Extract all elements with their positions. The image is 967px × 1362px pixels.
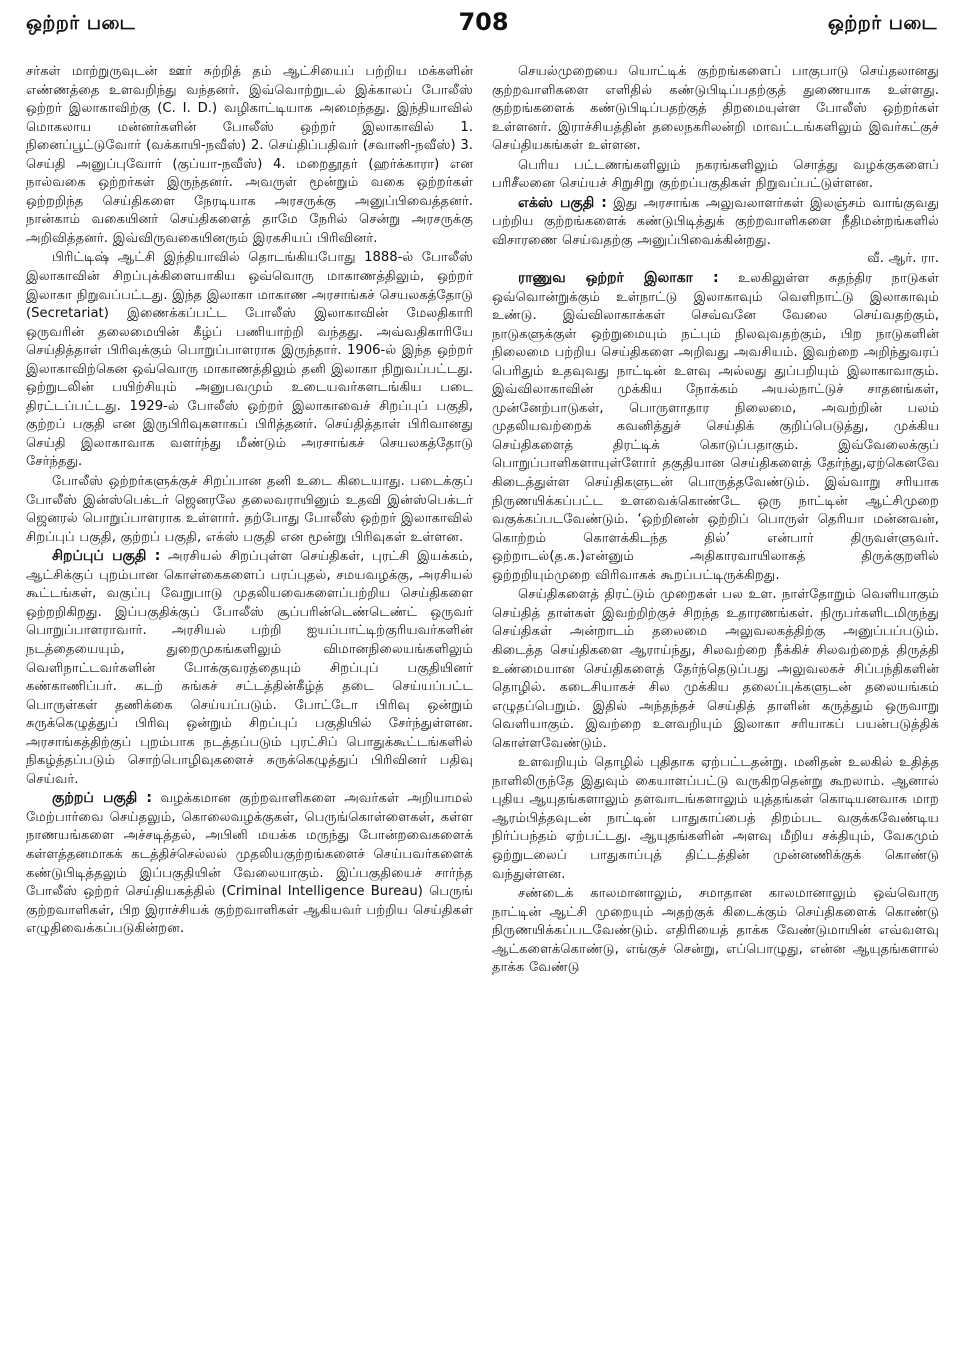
paragraph: [26, 789, 473, 938]
paragraph: [492, 585, 939, 753]
signature-text: வீ. ஆர். ரா.: [867, 251, 939, 267]
paragraph-text: இது அரசாங்க அலுவலாளர்கள் இலஞ்சம் வாங்குவது பற்றிய குற்றங்களைக் கண்டுபிடித்துக் குற்றவாளிகளை நீதிமன்றங்களில் விசாரணை செய்வதற்கு அனுப்பிவைக்கின்றது.: [492, 195, 939, 248]
paragraph: [26, 472, 473, 547]
section-heading: குற்றப் பகுதி :: [52, 790, 152, 807]
paragraph: [26, 248, 473, 472]
paragraph-text: அரசியல் சிறப்புள்ள செய்திகள், புரட்சி இயக்கம், ஆட்சிக்குப் புறம்பான கொள்கைகளைப் பரப்புதல், சமயவழக்கு, அரசியல் கூட்டங்கள், வகுப்பு வேறுபாடு முதலியவைகளைப்பற்றிய செய்திகளை ஒற்றறிகிறது. இப்பகுதிக்குப் போலீஸ் சூப்பரின்டெண்டெண்ட் ஒருவர் பொறுப்பாளராவார். அரசியல் பற்றி ஐயப்பாட்டிற்குரியவர்களின் நடத்தையையும், துறைமுகங்களிலும் விமானநிலையங்களிலும் வெளிநாட்டவர்களின் போக்குவரத்தையும் சிறப்புப் பகுதியினர் கண்காணிப்பர். கடற் சுங்கச் சட்டத்தின்கீழ்த் தடை செய்யப்பட்ட பொருள்கள் தணிக்கை செய்யப்படும். போட்டோ பிரிவு ஒன்றும் சுருக்கெழுத்துப் பிரிவு ஒன்றும் சிறப்புப் பகுதியில் சேர்ந்துள்ளன. அரசாங்கத்திற்குப் புறம்பாக நடத்தப்படும் புரட்சிப் பொதுக்கூட்டங்களில் நிகழ்த்தப்படும் சொற்பொழிவுகளைச் சுருக்கெழுத்துப் பிரிவினர் பதிவு செய்வர்.: [26, 549, 473, 787]
paragraph-text: சர்கள் மாற்றுருவுடன் ஊர் சுற்றித் தம் ஆட்சியைப் பற்றிய மக்களின் எண்ணத்தை உளவறிந்து வந்தனர். இவ்வொற்றுடல் இக்காலப் போலீஸ் ஒற்றர் இலாகாவிற்கு (C. I. D.) வழிகாட்டியாக அமைந்தது. இந்தியாவில் மொகலாய மன்னர்களின் போலீஸ் ஒற்றர் இலாகாவில் 1. நினைப்பூட்டுவோர் (வக்காயி-நவீஸ்) 2. செய்திப்பதிவர் (சவானி-நவீஸ்) 3. செய்தி அனுப்புவோர் (குப்யா-நவீஸ்) 4. மறைதூதர் (ஹர்க்காரா) என நால்வகை ஒற்றர்கள் இருந்தனர். அவருள் மூன்றும் வகை ஒற்றர்கள் ஒற்றறிந்த செய்திகளை நேரடியாக அரசருக்கு அனுப்பிவைத்தனர். நான்காம் வகையினர் செய்திகளைத் தாமே நேரில் சென்று அரசருக்கு அறிவித்தனர். இவ்விருவகையினரும் இரகசியப் பிரிவினர்.: [26, 64, 473, 246]
paragraph-text: செயல்முறையை யொட்டிக் குற்றங்களைப் பாகுபாடு செய்தலானது குற்றவாளிகளை எளிதில் கண்டுபிடிப்பதற்குத் துணையாக உள்ளது. குற்றங்களைக் கண்டுபிடிப்பதற்குத் திறமையுள்ள போலீஸ் ஒற்றர்கள் உள்ளனர். இராச்சியத்தின் தலைநகரிலன்றி மாவட்டங்களிலும் இவர்கட்குச் செய்தியகங்கள் உள்ளன.: [492, 64, 939, 154]
right-column: [492, 62, 939, 1352]
paragraph-text: சண்டைக் காலமானாலும், சமாதான காலமானாலும் ஒவ்வொரு நாட்டின் ஆட்சி முறையும் அதற்குக் கிடைக்கும் செய்திகளைக் கொண்டு நிருணயிக்கப்படவேண்டும். எதிரியைத் தாக்க வேண்டுமாயின் எவ்வளவு ஆட்களைக்கொண்டு, எங்குச் சென்று, எப்பொழுது, என்ன ஆயுதங்களால் தாக்க வேண்டு: [492, 886, 939, 976]
paragraph: [26, 547, 473, 789]
section-heading: ராணுவ ஒற்றர் இலாகா :: [518, 270, 719, 287]
paragraph-text: பெரிய பட்டணங்களிலும் நகரங்களிலும் சொத்து வழக்குகளைப் பரிசீலனை செய்யச் சிறுசிறு குற்றப்பகுதிகள் நிறுவப்பட்டுள்ளன.: [492, 157, 939, 192]
paragraph-text: பிரிட்டிஷ் ஆட்சி இந்தியாவில் தொடங்கியபோது 1888-ல் போலீஸ் இலாகாவின் சிறப்புக்கிளையாகிய ஒவ்வொரு மாகாணத்திலும், ஒற்றர் இலாகா நிறுவப்பட்டது. இந்த இலாகா மாகாண அரசாங்கச் செயலகத்தோடு (Secretariat) இணைக்கப்பட்ட போலீஸ் இலாகாவின் மேலதிகாரி ஒருவரின் தலைமையின் கீழ்ப் பணியாற்றி வந்தது. அவ்வதிகாரியே செய்தித்தாள் பிரிவுக்கும் பொறுப்பாளராக இருந்தார். 1906-ல் இந்த ஒற்றர் இலாகாவிற்கென ஒவ்வொரு மாகாணத்திலும் தனி இலாகா நிறுவப்பட்டது. ஒற்றுடலின் பயிற்சியும் அனுபவமும் உடையவர்களடங்கிய படை திரட்டப்பட்டது. 1929-ல் போலீஸ் ஒற்றர் இலாகாவைச் சிறப்புப் பகுதி, குற்றப் பகுதி என இருபிரிவுகளாகப் பிரித்தனர். செய்தித்தாள் பிரிவானது செய்தி இலாகாவாக வளர்ந்து மீண்டும் அரசாங்கச் செயலகத்தோடு சேர்ந்தது.: [26, 250, 473, 470]
paragraph: [26, 62, 473, 248]
page-number: 708: [458, 8, 509, 36]
paragraph: [492, 156, 939, 194]
paragraph: [492, 269, 939, 585]
author-signature: [492, 250, 939, 269]
section-heading: எக்ஸ் பகுதி :: [518, 194, 607, 211]
left-column: [26, 62, 473, 1352]
paragraph: [492, 884, 939, 978]
section-heading: சிறப்புப் பகுதி :: [52, 548, 161, 565]
paragraph-text: போலீஸ் ஒற்றர்களுக்குச் சிறப்பான தனி உடை கிடையாது. படைக்குப் போலீஸ் இன்ஸ்பெக்டர் ஜெனரலே தலைவராயினும் உதவி இன்ஸ்பெக்டர் ஜெனரல் பொறுப்பாளராக உள்ளார். தற்போது போலீஸ் ஒற்றர் இலாகாவில் சிறப்புப் பகுதி, குற்றப் பகுதி, எக்ஸ் பகுதி என மூன்று பிரிவுகள் உள்ளன.: [26, 474, 473, 545]
running-head-left: ஒற்றர் படை: [26, 12, 136, 34]
paragraph-text: உளவறியும் தொழில் புதிதாக ஏற்பட்டதன்று. மனிதன் உலகில் உதித்த நாளிலிருந்தே இதுவும் கையாளப்பட்டு வருகிறதென்று கூறலாம். ஆனால் புதிய ஆயுதங்களாலும் தளவாடங்களாலும் யுத்தங்கள் கொடியனவாக மாற ஆரம்பித்தவுடன் நாட்டின் பாதுகாப்பைத் திறம்பட வகுக்கவேண்டிய நிர்ப்பந்தம் ஏற்பட்டது. ஆயுதங்களின் அளவு மீறிய சக்தியும், வேகமும் ஒற்றுடலைப் பாதுகாப்புத் திட்டத்தின் முன்னணிக்குக் கொண்டு வந்துள்ளன.: [492, 755, 939, 882]
page-header: [0, 0, 967, 48]
paragraph-text: செய்திகளைத் திரட்டும் முறைகள் பல உள. நாள்தோறும் வெளியாகும் செய்தித் தாள்கள் இவற்றிற்குச் சிறந்த உதாரணங்கள். நிருபர்களிடமிருந்து செய்திகள் அன்றாடம் தலைமை அலுவலகத்திற்கு அனுப்பப்படும். கிடைத்த செய்திகளை ஆராய்ந்து, சிலவற்றை நீக்கிச் சிலவற்றைத் திருத்தி உண்மையான செய்திகளைத் தேர்ந்தெடுப்பது அலுவலகச் சிப்பந்திகளின் தொழில். கடைசியாகச் சில முக்கிய தலைப்புக்களுடன் தலையங்கம் எழுதப்பெறும். இதில் அந்தந்தச் செய்தித் தாளின் கருத்தும் ஒருவாறு வெளியாகும். இவற்றை உளவறியும் இலாகா சரியாகப் பயன்படுத்திக் கொள்ளவேண்டும்.: [492, 587, 939, 751]
paragraph-text: வழக்கமான குற்றவாளிகளை அவர்கள் அறியாமல் மேற்பார்வை செய்தலும், கொலைவழக்குகள், பெருங்கொள்ளைகள், கள்ள நாணயங்களை அச்சடித்தல், அபினி மயக்க மருந்து போன்றவைகளைக் கள்ளத்தனமாகக் கடத்திச்செல்லல் முதலியகுற்றங்களைச் செய்பவர்களைக் கண்டுபிடித்தலும் இப்பகுதியின் வேலையாகும். இப்பகுதியைச் சார்ந்த போலீஸ் ஒற்றர் செய்தியகத்தில் (Criminal Intelligence Bureau) பெருங் குற்றவாளிகள், பிற இராச்சியக் குற்றவாளிகள் ஆகியவர் பற்றிய செய்திகள் எழுதிவைக்கப்படுகின்றன.: [26, 791, 473, 937]
paragraph-text: உலகிலுள்ள சுதந்திர நாடுகள் ஒவ்வொன்றுக்கும் உள்நாட்டு இலாகாவும் வெளிநாட்டு இலாகாவும் உண்டு. இவ்விலாகாக்கள் செவ்வனே வேலை செய்வதற்கும், நாடுகளுக்குள் ஒற்றுமையும் நட்பும் நிலவுவதற்கும், பிற நாடுகளின் நிலைமை பற்றிய செய்திகளை அறிவது அவசியம். இவற்றை அறிந்துவரப் பெரிதும் உதவுவது நாட்டின் உளவு அல்லது துப்பறியும் இலாகாவாகும். இவ்விலாகாவின் முக்கிய நோக்கம் அயல்நாட்டுச் சாதனங்கள், முன்னேற்பாடுகள், பொருளாதார நிலைமை, அவற்றின் பலம் முதலியவற்றைக் கவனித்துச் செய்திக் குறிப்பெடுத்து, முக்கிய செய்திகளைத் திரட்டிக் கொடுப்பதாகும். இவ்வேலைக்குப் பொறுப்பாளிகளாயுள்ளோர் தகுதியான செய்திகளைத் தேர்ந்து,ஏற்கெனவே கிடைத்துள்ள செய்திகளுடன் பொருத்தவேண்டும். இவ்வாறு சரியாக நிருணயிக்கப்பட்ட உளவைக்கொண்டே ஒரு நாட்டின் ஆட்சிமுறை வகுக்கப்படவேண்டும். ‘ஒற்றினன் ஒற்றிப் பொருள் தெரியா மன்னவன், கொற்றம் கொளக்கிடந்த தில்’ என்பார் திருவள்ளுவர். ஒற்றாடல்(த.க.)என்னும் அதிகாரவாயிலாகத் திருக்குறளில் ஒற்றறியும்முறை விரிவாகக் கூறப்பட்டிருக்கிறது.: [492, 271, 939, 583]
running-head-right: ஒற்றர் படை: [827, 12, 937, 34]
paragraph: [492, 62, 939, 156]
paragraph: [492, 194, 939, 251]
paragraph: [492, 753, 939, 884]
